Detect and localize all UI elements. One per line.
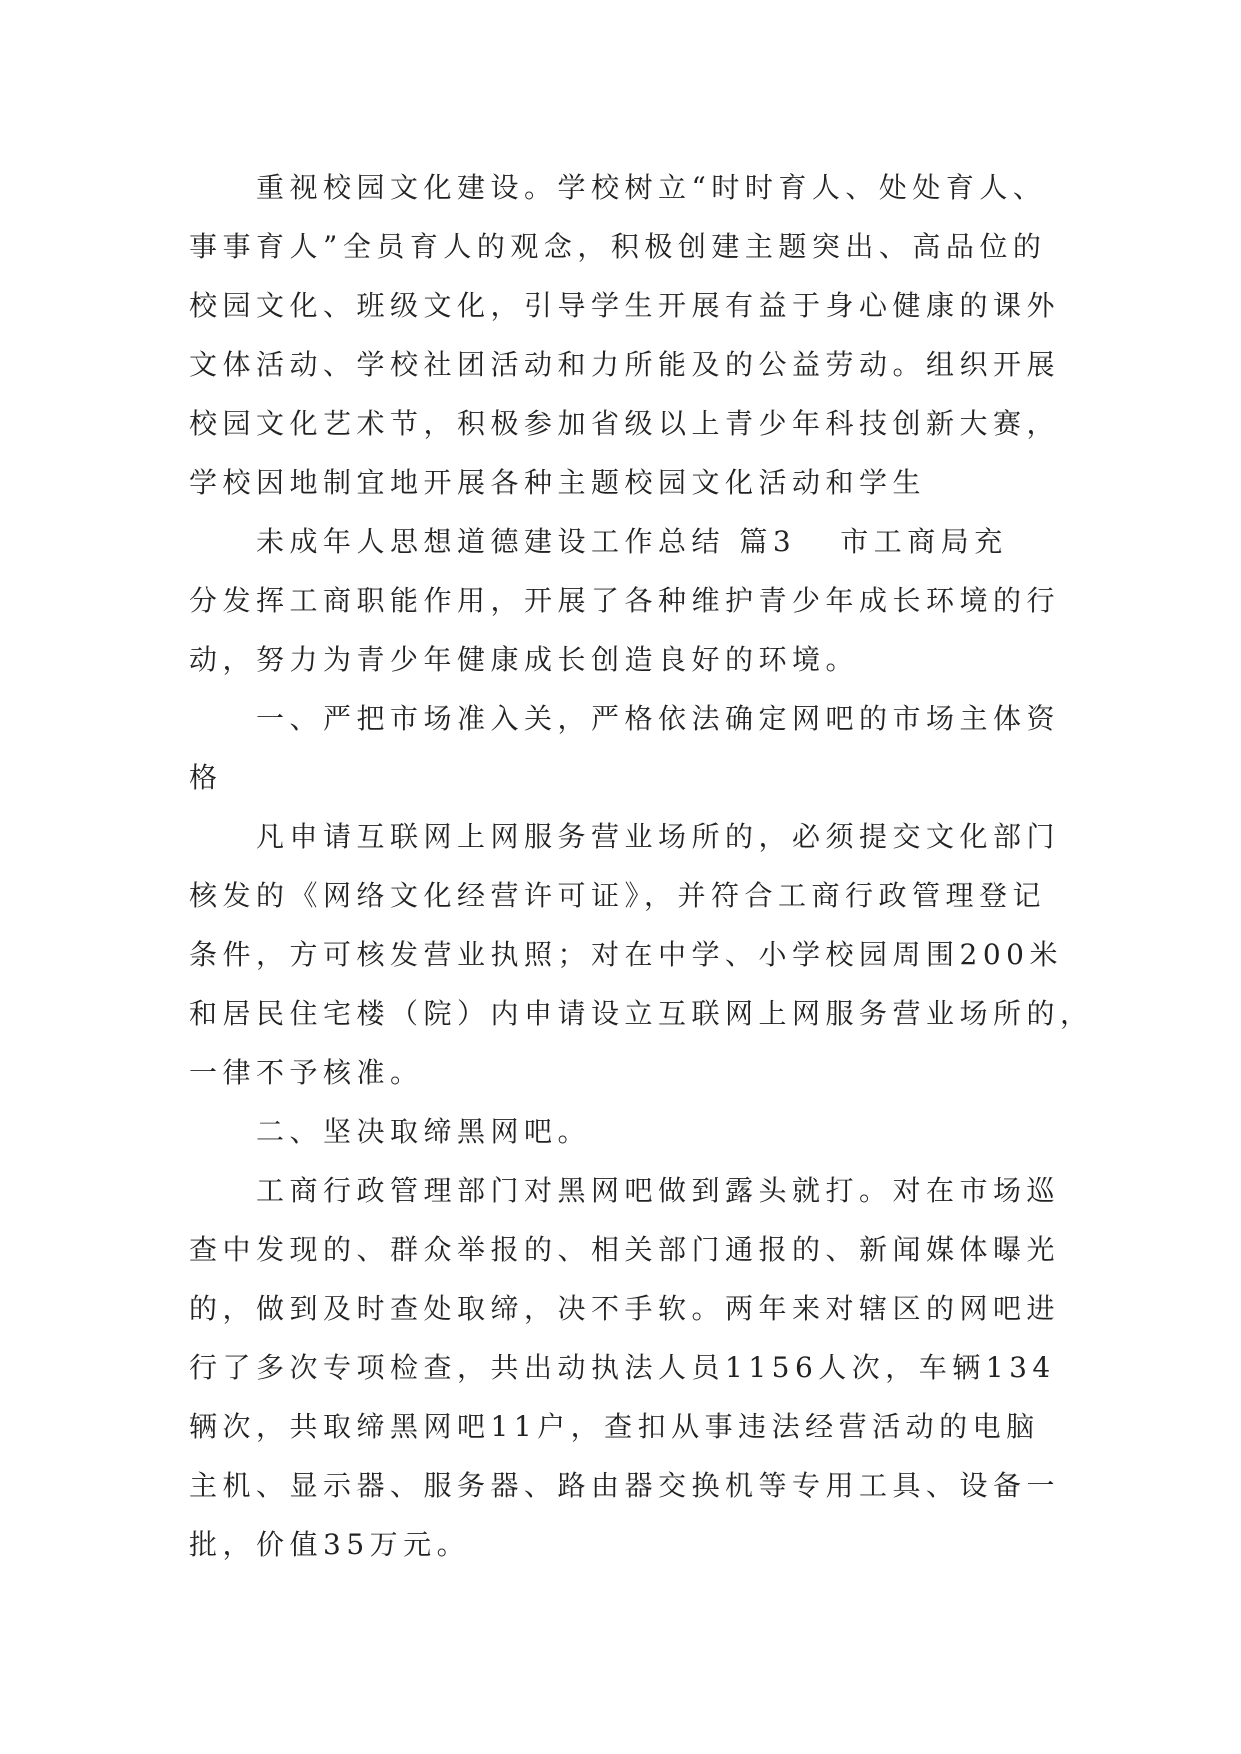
- text-line: 和居民住宅楼（院）内申请设立互联网上网服务营业场所的，: [189, 997, 1094, 1030]
- document-body: [189, 158, 1094, 1574]
- text-line: 一、严把市场准入关，严格依法确定网吧的市场主体资: [256, 702, 1061, 735]
- text-line: 主机、显示器、服务器、路由器交换机等专用工具、设备一: [189, 1469, 1061, 1502]
- text-line: 行了多次专项检查，共出动执法人员1156人次，车辆134: [189, 1351, 1056, 1384]
- text-line: 学校因地制宜地开展各种主题校园文化活动和学生: [189, 466, 927, 499]
- text-line: 分发挥工商职能作用，开展了各种维护青少年成长环境的行: [189, 584, 1061, 617]
- text-line-fragment: 市工商局充: [840, 525, 1008, 558]
- text-line: 校园文化、班级文化，引导学生开展有益于身心健康的课外: [189, 289, 1061, 322]
- text-line: 辆次，共取缔黑网吧11户，查扣从事违法经营活动的电脑: [189, 1410, 1040, 1443]
- text-line: 批，价值35万元。: [189, 1528, 471, 1561]
- text-line: 事事育人”全员育人的观念，积极创建主题突出、高品位的: [189, 230, 1047, 263]
- text-line: 重视校园文化建设。学校树立“时时育人、处处育人、: [256, 171, 1047, 204]
- text-line: 查中发现的、群众举报的、相关部门通报的、新闻媒体曝光: [189, 1233, 1061, 1266]
- text-line: 工商行政管理部门对黑网吧做到露头就打。对在市场巡: [256, 1174, 1061, 1207]
- text-line: 格: [189, 761, 223, 794]
- text-line: 的，做到及时查处取缔，决不手软。两年来对辖区的网吧进: [189, 1292, 1061, 1325]
- text-line: 校园文化艺术节，积极参加省级以上青少年科技创新大赛，: [189, 407, 1061, 440]
- text-line: 凡申请互联网上网服务营业场所的，必须提交文化部门: [256, 820, 1061, 853]
- text-line: 条件，方可核发营业执照；对在中学、小学校园周围200米: [189, 938, 1063, 971]
- text-line: 一律不予核准。: [189, 1056, 424, 1089]
- text-line: 动，努力为青少年健康成长创造良好的环境。: [189, 643, 860, 676]
- section-heading: 未成年人思想道德建设工作总结 篇3: [256, 525, 797, 558]
- text-line: 二、坚决取缔黑网吧。: [256, 1115, 592, 1148]
- text-line: 文体活动、学校社团活动和力所能及的公益劳动。组织开展: [189, 348, 1061, 381]
- text-line: 核发的《网络文化经营许可证》，并符合工商行政管理登记: [189, 879, 1047, 912]
- section-heading-line: [189, 512, 1069, 571]
